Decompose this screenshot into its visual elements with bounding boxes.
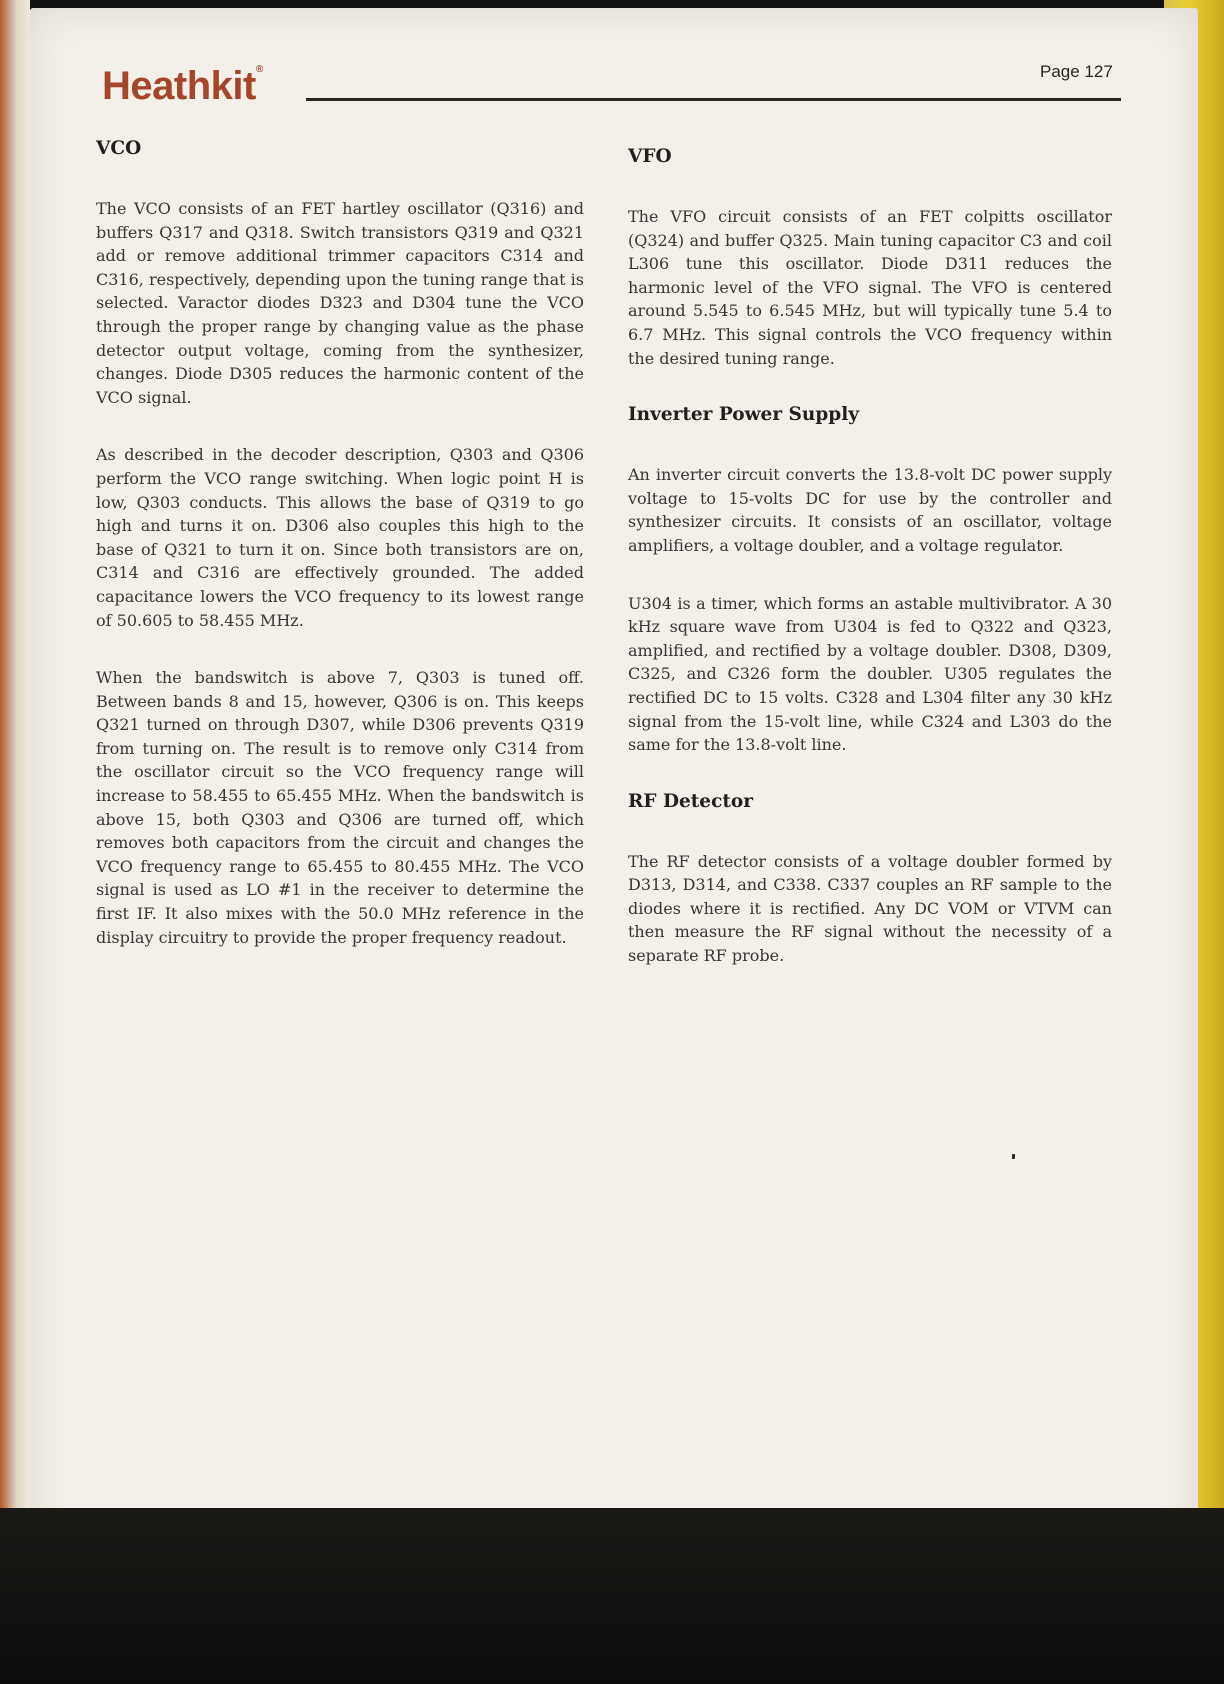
inverter-paragraph-1: An inverter circuit converts the 13.8-volt DC power supply voltage to 15-volts DC for use by the controller and synthesizer circuits. It consists of an oscillator, voltage amplifiers, a voltage doubler, and a voltage regulator. (628, 465, 1112, 555)
vfo-paragraph: The VFO circuit consists of an FET colpitts oscillator (Q324) and buffer Q325. Main tuning capacitor C3 and coil L306 tune this oscillator. Diode D311 reduces the harmonic level of the VFO signal. The VFO is centered around 5.545 to 6.545 MHz, but will typically tune 5.4 to 6.7 MHz. This signal controls the VCO frequency within the desired tuning range. (628, 207, 1112, 368)
page-number: Page 127 (1040, 62, 1113, 81)
registered-mark: ® (255, 64, 263, 75)
inverter-paragraph-2: U304 is a timer, which forms an astable multivibrator. A 30 kHz square wave from U304 is fed to Q322 and Q323, amplified, and rectified by a voltage doubler. D308, D309, C325, and C326 form the doubler. U305 regulates the rectified DC to 15 volts. C328 and L304 filter any 30 kHz signal from the 15-volt line, while C324 and L303 do the same for the 13.8-volt line. (628, 593, 1112, 755)
section-heading-vfo: VFO (628, 146, 672, 167)
rf-detector-paragraph: The RF detector consists of a voltage doubler formed by D313, D314, and C338. C337 couples an RF sample to the diodes where it is rectified. Any DC VOM or VTVM can then measure the RF signal without the necessity of a separate RF probe. (628, 851, 1112, 966)
scan-background-bottom (0, 1508, 1224, 1684)
section-heading-inverter-power-supply: Inverter Power Supply (628, 404, 859, 426)
section-heading-rf-detector: RF Detector (628, 790, 753, 812)
brand-logo (102, 64, 263, 109)
header-rule (306, 98, 1121, 101)
paper-speck (1012, 1154, 1015, 1159)
vco-paragraph-1: The VCO consists of an FET hartley oscillator (Q316) and buffers Q317 and Q318. Switch transistors Q319 and Q321 add or remove additional trimmer capacitors C314 and C316, respectively, depending upon the tuning range that is selected. Varactor diodes D323 and D304 tune the VCO through the proper range by changing value as the phase detector output voltage, coming from the synthesizer, changes. Diode D305 reduces the harmonic content of the VCO signal. (96, 199, 584, 407)
section-heading-vco: VCO (96, 138, 142, 159)
binding-shadow (0, 0, 30, 1684)
right-column (628, 146, 1112, 1002)
vco-paragraph-2: As described in the decoder description, Q303 and Q306 perform the VCO range switching. When logic point H is low, Q303 conducts. This allows the base of Q319 to go high and turns it on. D306 also couples this high to the base of Q321 to turn it on. Since both transistors are on, C314 and C316 are effectively grounded. The added capacitance lowers the VCO frequency to its lowest range of 50.605 to 58.455 MHz. (96, 445, 584, 630)
vco-paragraph-3: When the bandswitch is above 7, Q303 is tuned off. Between bands 8 and 15, however, Q306 is on. This keeps Q321 turned on through D307, while D306 prevents Q319 from turning on. The result is to remove only C314 from the oscillator circuit so the VCO frequency range will increase to 58.455 to 65.455 MHz. When the bandswitch is above 15, both Q303 and Q306 are turned off, which removes both capacitors from the circuit and changes the VCO frequency range to 65.455 to 80.455 MHz. The VCO signal is used as LO #1 in the receiver to determine the first IF. It also mixes with the 50.0 MHz reference in the display circuitry to provide the proper frequency readout. (96, 668, 584, 947)
left-column (96, 138, 584, 983)
brand-logo-text: Heathkit (102, 64, 256, 108)
